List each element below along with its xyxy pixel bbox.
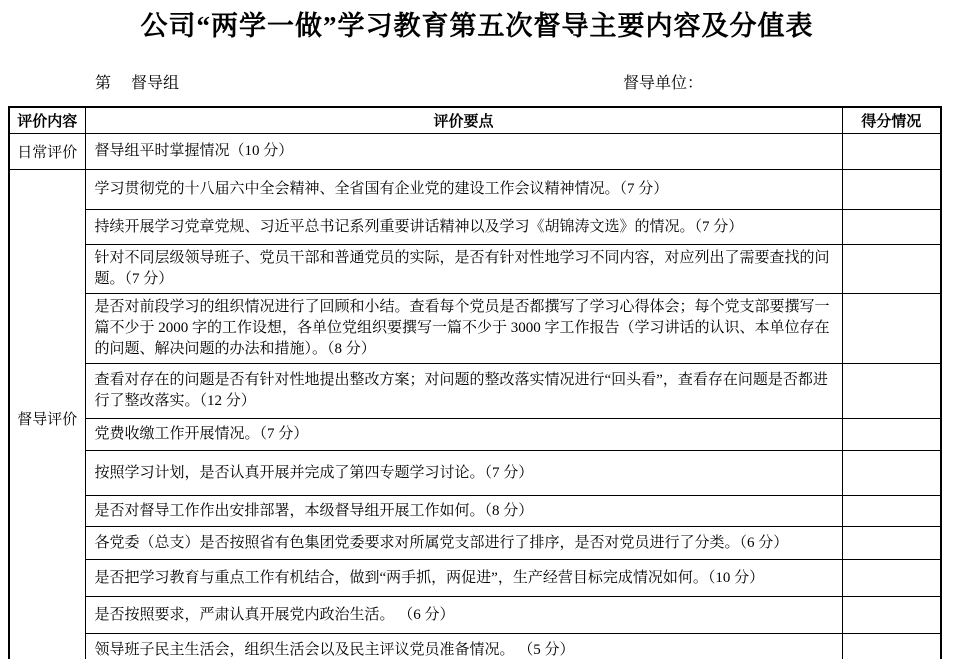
document-page bbox=[0, 8, 954, 659]
table-row bbox=[9, 210, 941, 245]
supervision-group-label: 第 督导组 bbox=[95, 75, 180, 92]
supervised-unit-label: 督导单位： bbox=[623, 75, 704, 92]
score-blank-cell[interactable] bbox=[842, 364, 941, 419]
score-blank-cell[interactable] bbox=[842, 170, 941, 210]
evaluation-point-cell: 督导组平时掌握情况（10 分） bbox=[85, 134, 842, 170]
evaluation-point-cell: 是否对前段学习的组织情况进行了回顾和小结。查看每个党员是否都撰写了学习心得体会；每个党支部要撰写一篇不少于 2000 字的工作设想，各单位党组织要撰写一篇不少于 3000 字工作报告（学习讲话的认识、本单位存在的问题、解决问题的办法和措施）。（8 分） bbox=[85, 294, 842, 364]
evaluation-point-cell: 学习贯彻党的十八届六中全会精神、全省国有企业党的建设工作会议精神情况。（7 分） bbox=[85, 170, 842, 210]
score-blank-cell[interactable] bbox=[842, 560, 941, 597]
table-row bbox=[9, 170, 941, 210]
score-blank-cell[interactable] bbox=[842, 294, 941, 364]
score-blank-cell[interactable] bbox=[842, 527, 941, 560]
evaluation-point-cell: 党费收缴工作开展情况。（7 分） bbox=[85, 419, 842, 451]
evaluation-point-cell: 针对不同层级领导班子、党员干部和普通党员的实际，是否有针对性地学习不同内容，对应列出了需要查找的问题。（7 分） bbox=[85, 245, 842, 294]
score-blank-cell[interactable] bbox=[842, 134, 941, 170]
score-blank-cell[interactable] bbox=[842, 634, 941, 659]
col-header-score: 得分情况 bbox=[842, 107, 941, 134]
evaluation-point-cell: 是否按照要求，严肃认真开展党内政治生活。 （6 分） bbox=[85, 597, 842, 634]
table-row bbox=[9, 419, 941, 451]
category-cell-daily-evaluation: 日常评价 bbox=[9, 134, 85, 170]
table-row bbox=[9, 364, 941, 419]
score-blank-cell[interactable] bbox=[842, 451, 941, 496]
table-header-row bbox=[9, 107, 941, 134]
evaluation-point-cell: 按照学习计划，是否认真开展并完成了第四专题学习讨论。（7 分） bbox=[85, 451, 842, 496]
table-row bbox=[9, 560, 941, 597]
table-row bbox=[9, 245, 941, 294]
score-blank-cell[interactable] bbox=[842, 597, 941, 634]
table-row bbox=[9, 496, 941, 527]
evaluation-point-cell: 持续开展学习党章党规、习近平总书记系列重要讲话精神以及学习《胡锦涛文选》的情况。（7 分） bbox=[85, 210, 842, 245]
score-blank-cell[interactable] bbox=[842, 245, 941, 294]
page-title: 公司“两学一做”学习教育第五次督导主要内容及分值表 bbox=[140, 11, 814, 41]
col-header-evaluation-content: 评价内容 bbox=[9, 107, 85, 134]
table-row bbox=[9, 597, 941, 634]
evaluation-point-cell: 查看对存在的问题是否有针对性地提出整改方案；对问题的整改落实情况进行“回头看”，查看存在问题是否都进行了整改落实。（12 分） bbox=[85, 364, 842, 419]
table-row bbox=[9, 634, 941, 659]
table-row bbox=[9, 527, 941, 560]
category-cell-supervision-evaluation: 督导评价 bbox=[9, 170, 85, 659]
table-row bbox=[9, 134, 941, 170]
evaluation-point-cell: 各党委（总支）是否按照省有色集团党委要求对所属党支部进行了排序，是否对党员进行了分类。（6 分） bbox=[85, 527, 842, 560]
evaluation-point-cell: 是否把学习教育与重点工作有机结合，做到“两手抓，两促进”，生产经营目标完成情况如何。（10 分） bbox=[85, 560, 842, 597]
score-blank-cell[interactable] bbox=[842, 496, 941, 527]
evaluation-point-cell: 领导班子民主生活会，组织生活会以及民主评议党员准备情况。 （5 分） bbox=[85, 634, 842, 659]
table-row bbox=[9, 294, 941, 364]
evaluation-point-cell: 是否对督导工作作出安排部署，本级督导组开展工作如何。（8 分） bbox=[85, 496, 842, 527]
table-row bbox=[9, 451, 941, 496]
col-header-evaluation-points: 评价要点 bbox=[85, 107, 842, 134]
score-blank-cell[interactable] bbox=[842, 419, 941, 451]
subheader bbox=[0, 70, 954, 96]
score-table bbox=[8, 106, 942, 659]
score-blank-cell[interactable] bbox=[842, 210, 941, 245]
